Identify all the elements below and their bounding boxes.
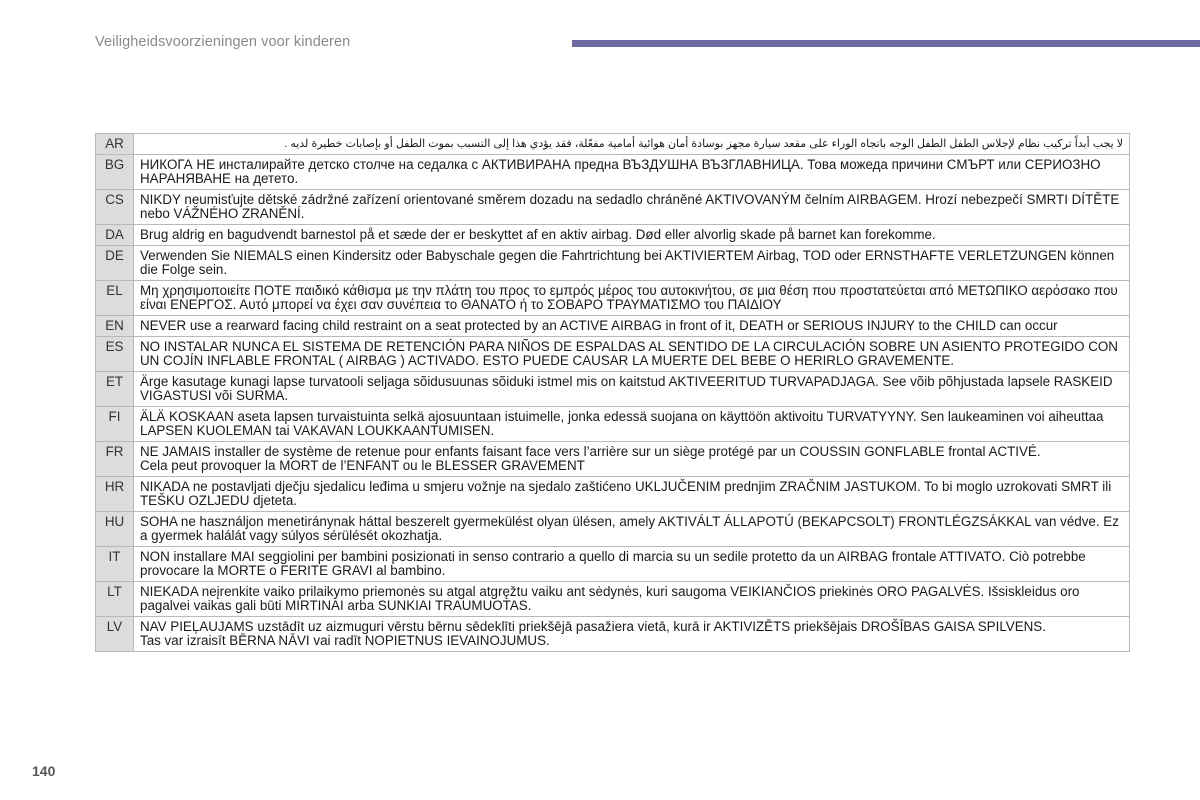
- warning-row: [96, 512, 1130, 547]
- warning-text: НИКОГА НЕ инсталирайте детско столче на седалка с АКТИВИРАНА предна ВЪЗДУШНА ВЪЗГЛАВНИЦА. Това можеда причини СМЪРТ или СЕРИОЗНО НАРАНЯВАНЕ на детето.: [134, 155, 1130, 190]
- warning-row: [96, 477, 1130, 512]
- warning-row: [96, 547, 1130, 582]
- warning-text: NIKDY neumisťujte dětské zádržné zařízení orientované směrem dozadu na sedadlo chráněné AKTIVOVANÝM čelním AIRBAGEM. Hrozí nebezpečí SMRTI DÍTĚTE nebo VÁŽNÉHO ZRANĚNÍ.: [134, 190, 1130, 225]
- warning-text: ÄLÄ KOSKAAN aseta lapsen turvaistuinta selkä ajosuuntaan istuimelle, jonka edessä suojana on käyttöön aktivoitu TURVATYYNY. Sen laukeaminen voi aiheuttaa LAPSEN KUOLEMAN tai VAKAVAN LOUKKAANTUMISEN.: [134, 407, 1130, 442]
- language-code: HU: [96, 512, 134, 547]
- language-code: EL: [96, 281, 134, 316]
- warning-text: NON installare MAI seggiolini per bambini posizionati in senso contrario a quello di marcia su un sedile protetto da un AIRBAG frontale ATTIVATO. Ciò potrebbe provocare la MORTE o FERITE GRAVI al bambino.: [134, 547, 1130, 582]
- warning-row: [96, 372, 1130, 407]
- warning-text: NE JAMAIS installer de système de retenue pour enfants faisant face vers l’arrière sur un siège protégé par un COUSSIN GONFLABLE frontal ACTIVÉ. Cela peut provoquer la MORT de l’ENFANT ou le BLESSER GRAVEMENT: [134, 442, 1130, 477]
- warning-row: [96, 316, 1130, 337]
- language-code: EN: [96, 316, 134, 337]
- language-code: ET: [96, 372, 134, 407]
- page-number: 140: [32, 763, 56, 779]
- warning-text: NO INSTALAR NUNCA EL SISTEMA DE RETENCIÓN PARA NIÑOS DE ESPALDAS AL SENTIDO DE LA CIRCULACIÓN SOBRE UN ASIENTO PROTEGIDO CON UN COJÍN INFLABLE FRONTAL ( AIRBAG ) ACTIVADO. ESTO PUEDE CAUSAR LA MUERTE DEL BEBE O HERIRLO GRAVEMENTE.: [134, 337, 1130, 372]
- warning-text: Ärge kasutage kunagi lapse turvatooli seljaga sõidusuunas sõiduki istmel mis on kaitstud AKTIVEERITUD TURVAPADJAGA. See võib põhjustada lapsele RASKEID VIGASTUSI või SURMA.: [134, 372, 1130, 407]
- warning-row: [96, 225, 1130, 246]
- warning-row: [96, 617, 1130, 652]
- language-code: HR: [96, 477, 134, 512]
- language-code: CS: [96, 190, 134, 225]
- warning-text: SOHA ne használjon menetiránynak háttal beszerelt gyermekülést olyan ülésen, amely AKTIVÁLT ÁLLAPOTÚ (BEKAPCSOLT) FRONTLÉGZSÁKKAL van védve. Ez a gyermek halálát vagy súlyos sérülését okozhatja.: [134, 512, 1130, 547]
- warning-row: [96, 246, 1130, 281]
- warning-text: NIEKADA neįrenkite vaiko prilaikymo priemonės su atgal atgręžtu vaiku ant sėdynės, kuri saugoma VEIKIANČIOS priekinės ORO PAGALVĖS. Išsiskleidus oro pagalvei vaikas gali būti MIRTINAI arba SUNKIAI TRAUMUOTAS.: [134, 582, 1130, 617]
- warning-row: [96, 134, 1130, 155]
- warning-row: [96, 337, 1130, 372]
- language-code: LT: [96, 582, 134, 617]
- warning-row: [96, 582, 1130, 617]
- warning-row: [96, 281, 1130, 316]
- warning-row: [96, 190, 1130, 225]
- language-code: LV: [96, 617, 134, 652]
- warning-text: Μη χρησιμοποιείτε ΠΟΤΕ παιδικό κάθισμα με την πλάτη του προς το εμπρός μέρος του αυτοκινήτου, σε μια θέση που προστατεύεται από ΜΕΤΩΠΙΚΟ αερόσακο που είναι ΕΝΕΡΓΟΣ. Αυτό μπορεί να έχει σαν συνέπεια το ΘΑΝΑΤΟ ή το ΣΟΒΑΡΟ ΤΡΑΥΜΑΤΙΣΜΟ του ΠΑΙΔΙΟΥ: [134, 281, 1130, 316]
- language-code: ES: [96, 337, 134, 372]
- warning-text: NAV PIEĻAUJAMS uzstādīt uz aizmuguri vērstu bērnu sēdeklīti priekšējā pasažiera vietā, kurā ir AKTIVIZĒTS priekšējais DROŠĪBAS GAISA SPILVENS. Tas var izraisīt BĒRNA NĀVI vai radīt NOPIETNUS IEVAINOJUMUS.: [134, 617, 1130, 652]
- warning-table-body: [96, 134, 1130, 652]
- warning-text: Verwenden Sie NIEMALS einen Kindersitz oder Babyschale gegen die Fahrtrichtung bei AKTIVIERTEM Airbag, TOD oder ERNSTHAFTE VERLETZUNGEN können die Folge sein.: [134, 246, 1130, 281]
- warning-row: [96, 155, 1130, 190]
- language-code: AR: [96, 134, 134, 155]
- warning-text: NEVER use a rearward facing child restraint on a seat protected by an ACTIVE AIRBAG in front of it, DEATH or SERIOUS INJURY to the CHILD can occur: [134, 316, 1130, 337]
- airbag-warning-table: [95, 133, 1130, 652]
- section-title: Veiligheidsvoorzieningen voor kinderen: [95, 34, 351, 50]
- language-code: DA: [96, 225, 134, 246]
- warning-text: لا يجب أبداً تركيب نظام لإجلاس الطفل الطفل الوجه باتجاه الوراء على مقعد سيارة مجهز بوسادة أمان هوائية أمامية مفعّلة، فقد يؤدي هذا إلى التسبب بموت الطفل أو بإصابات خطيرة لديه .: [134, 134, 1130, 155]
- warning-text: Brug aldrig en bagudvendt barnestol på et sæde der er beskyttet af en aktiv airbag. Død eller alvorlig skade på barnet kan forekomme.: [134, 225, 1130, 246]
- language-code: FI: [96, 407, 134, 442]
- warning-row: [96, 442, 1130, 477]
- language-code: DE: [96, 246, 134, 281]
- language-code: BG: [96, 155, 134, 190]
- language-code: FR: [96, 442, 134, 477]
- warning-text: NIKADA ne postavljati dječju sjedalicu leđima u smjeru vožnje na sjedalo zaštićeno UKLJUČENIM prednjim ZRAČNIM JASTUKOM. To bi moglo uzrokovati SMRT ili TEŠKU OZLJEDU djeteta.: [134, 477, 1130, 512]
- warning-row: [96, 407, 1130, 442]
- header-accent-bar: [572, 40, 1200, 47]
- language-code: IT: [96, 547, 134, 582]
